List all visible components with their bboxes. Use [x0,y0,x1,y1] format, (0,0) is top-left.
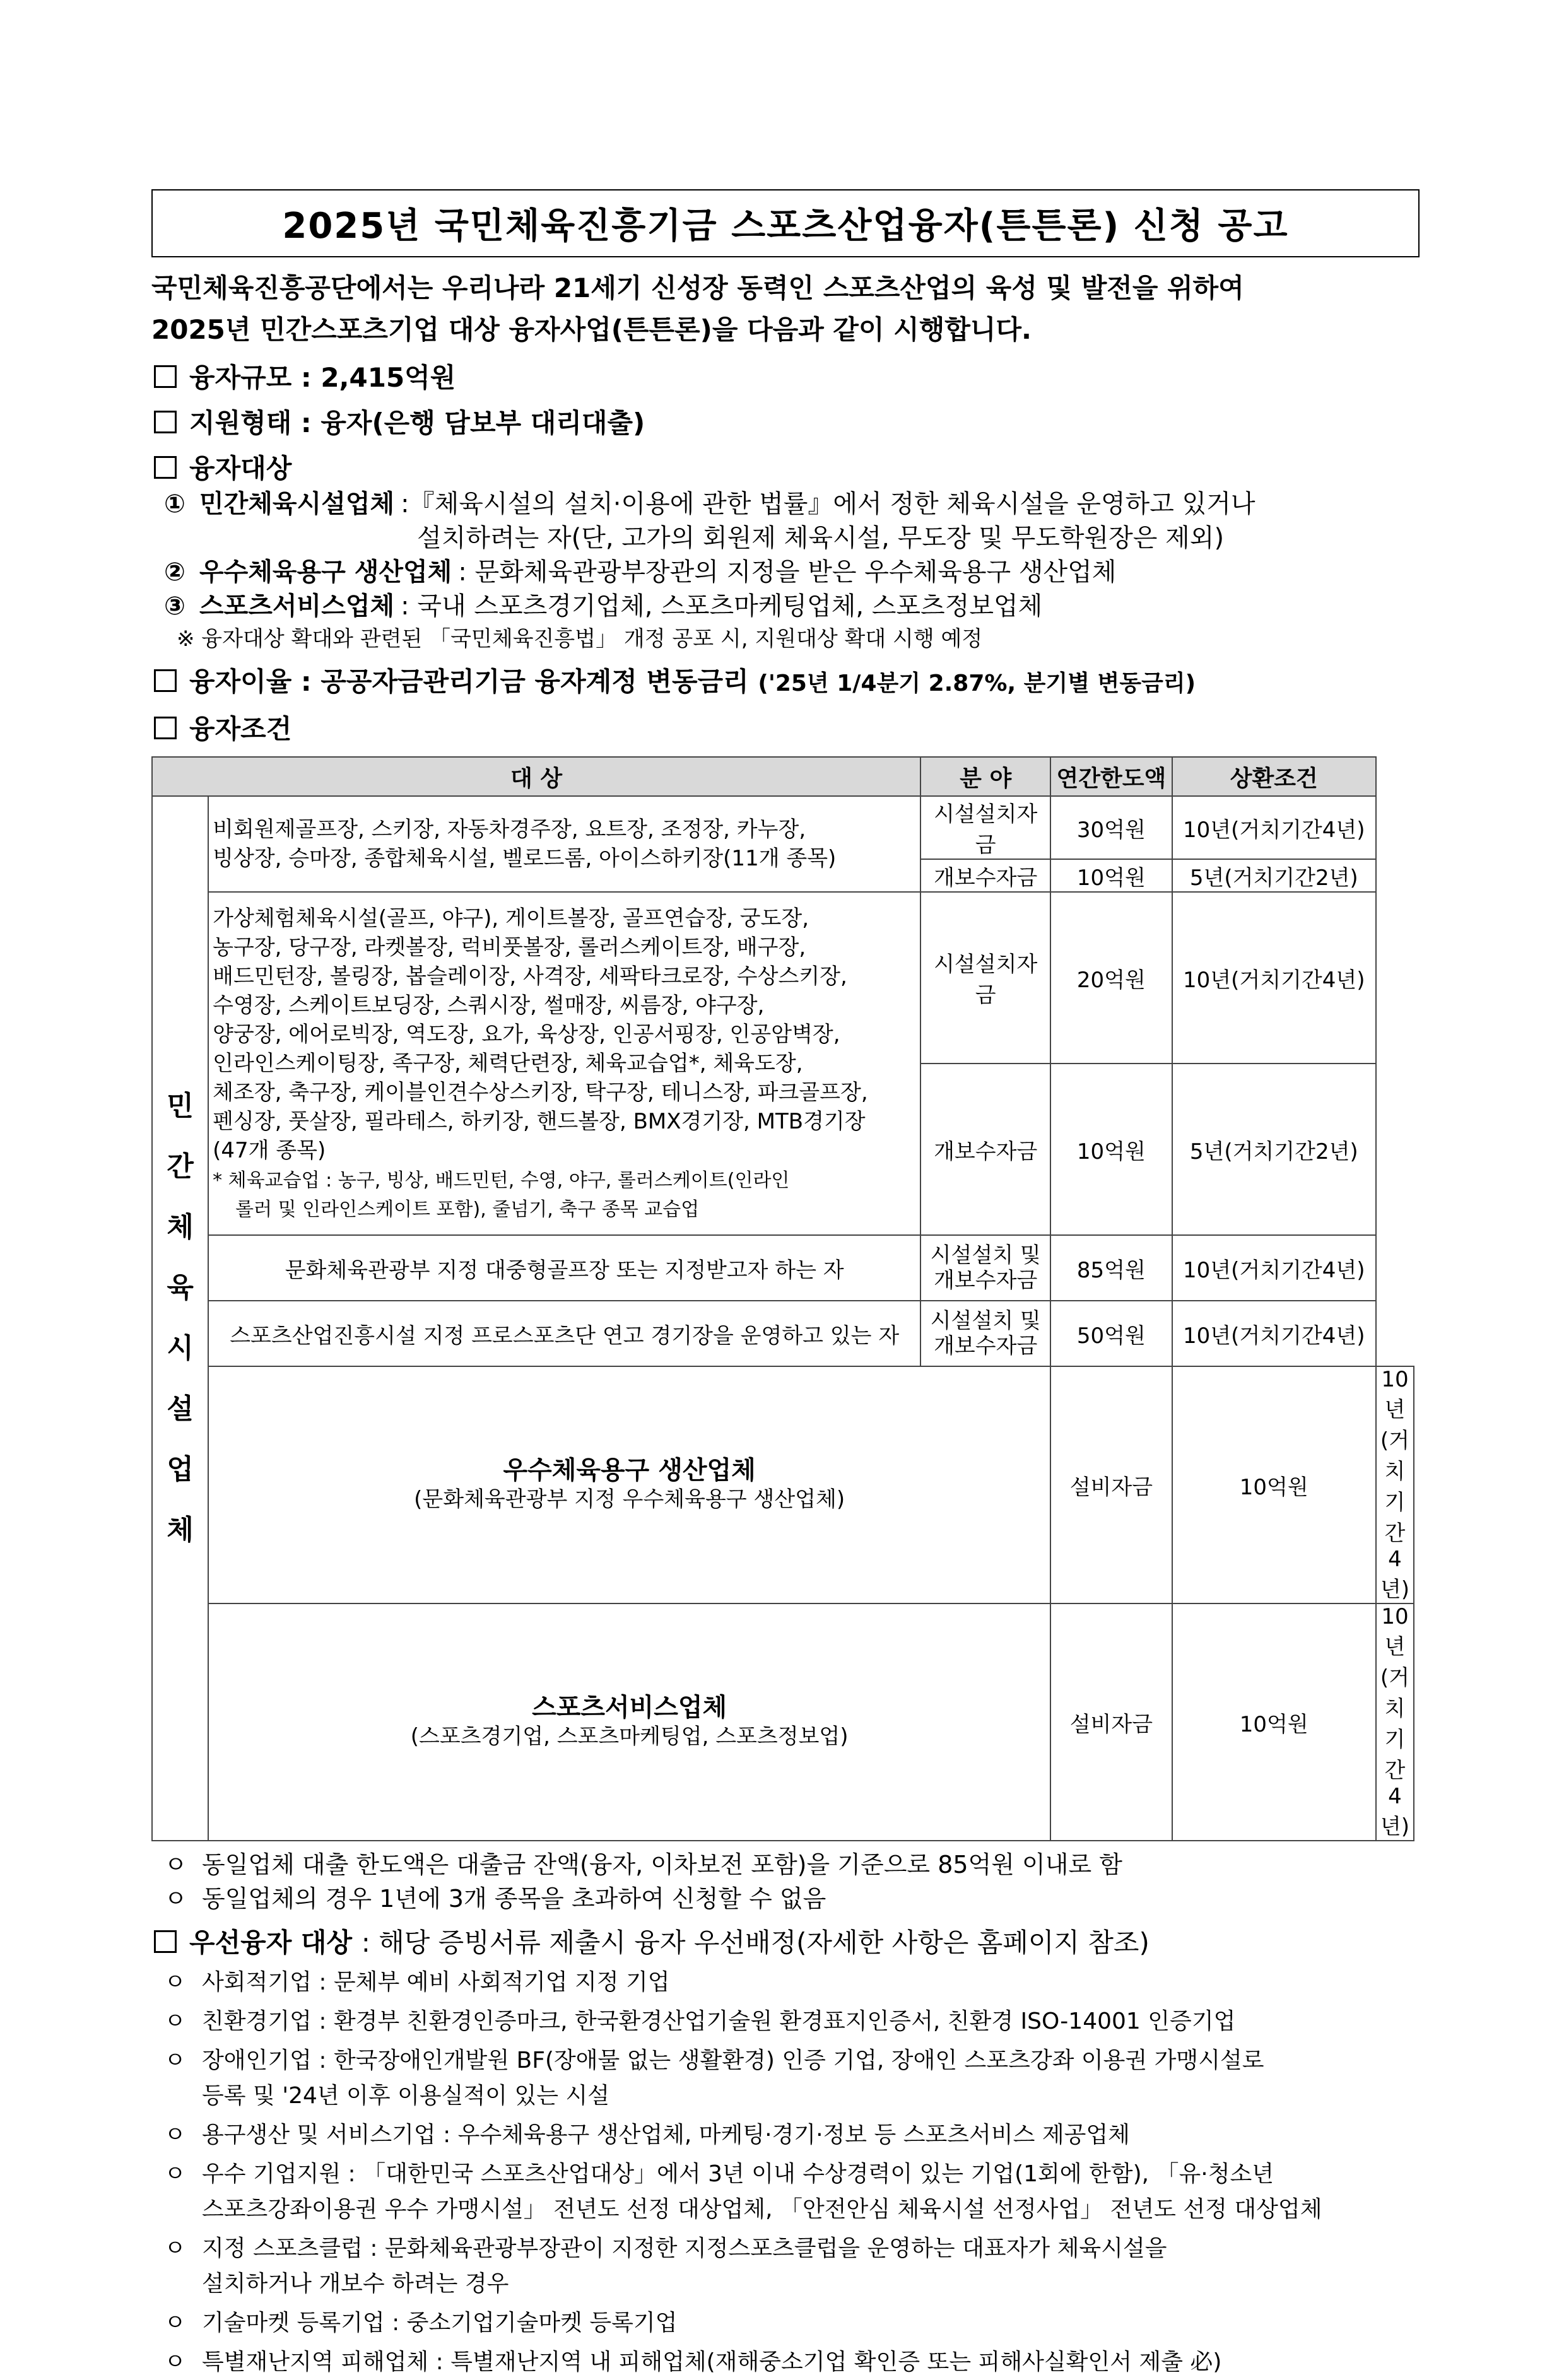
checkbox-square-icon [154,1930,177,1953]
limit-cell: 50억원 [1050,1301,1172,1366]
target-number: ③ [164,592,185,621]
facility-cell: 문화체육관광부 지정 대중형골프장 또는 지정받고자 하는 자 [208,1235,920,1301]
section-conditions [151,711,1420,747]
conditions-table [151,756,1414,1841]
note-text: 동일업체의 경우 1년에 3개 종목을 초과하여 신청할 수 없음 [202,1885,826,1913]
target-text: : 문화체육관광부장관의 지정을 받은 우수체육용구 생산업체 [458,558,1117,587]
priority-item [164,2118,1420,2153]
repay-cell: 10년(거치기간4년) [1172,796,1376,859]
checkbox-square-icon [154,365,177,388]
target-item-3 [164,589,1420,623]
priority-item [164,1965,1420,2000]
equipment-maker-cell [208,1366,1050,1603]
side-char: 시 [167,1332,194,1364]
field-cell: 시설설치자금 [920,892,1050,1064]
bullet-symbol: ㅇ [164,1885,187,1913]
facility-line: (47개 종목) [213,1138,326,1163]
bullet-symbol: ㅇ [164,2161,186,2187]
section-interest [151,664,1420,702]
priority-item [164,2004,1420,2039]
target-text [401,487,1255,555]
limit-cell: 10억원 [1172,1603,1376,1841]
table-row [152,796,1414,859]
table-row [152,1366,1414,1603]
priority-line: 등록 및 '24년 이후 이용실적이 있는 시설 [202,2083,610,2109]
limit-cell: 85억원 [1050,1235,1172,1301]
facility-line: 농구장, 당구장, 라켓볼장, 럭비풋볼장, 롤러스케이트장, 배구장, [213,935,806,960]
repay-cell: 5년(거치기간2년) [1172,1064,1376,1235]
target-heading: 융자대상 [189,453,292,484]
bullet-symbol: ㅇ [164,2349,186,2375]
side-char: 민 [167,1090,194,1122]
target-text-line: :『체육시설의 설치·이용에 관한 법률』에서 정한 체육시설을 운영하고 있거나 [401,489,1255,519]
facility-line: 비회원제골프장, 스키장, 자동차경주장, 요트장, 조정장, 카누장, [213,817,806,842]
target-label: 우수체육용구 생산업체 [199,558,452,587]
bullet-symbol: ㅇ [164,2048,186,2073]
table-row [152,892,1414,1064]
section-priority [151,1925,1420,1961]
priority-line: 스포츠강좌이용권 우수 가맹시설」 전년도 선정 대상업체, 「안전안심 체육시설 선정사업」 전년도 선정 대상업체 [202,2196,1322,2222]
repay-cell: 10년(거치기간4년) [1376,1603,1414,1841]
field-cell: 시설설치자금 [920,796,1050,859]
field-cell [920,1235,1050,1301]
notes-list [151,1848,1420,1916]
facility-list-cell [208,796,920,892]
interest-label: 융자이율 : 공공자금관리기금 융자계정 변동금리 [189,666,749,697]
side-char: 체 [167,1211,194,1243]
limit-cell: 10억원 [1172,1366,1376,1603]
note-item [164,1882,1420,1916]
target-item-2 [164,555,1420,589]
priority-item-text: 용구생산 및 서비스기업 : 우수체육용구 생산업체, 마케팅·경기·정보 등 스포츠서비스 제공업체 [202,2122,1130,2148]
equipment-maker-sub: (문화체육관광부 지정 우수체육용구 생산업체) [414,1487,845,1512]
side-char: 설 [167,1393,194,1425]
facility-line: 빙상장, 승마장, 종합체육시설, 벨로드롬, 아이스하키장(11개 종목) [213,846,837,871]
facility-footnote: 롤러 및 인라인스케이트 포함), 줄넘기, 축구 종목 교습업 [235,1199,700,1221]
priority-item [164,2157,1420,2227]
target-note: ※ 융자대상 확대와 관련된 「국민체육진흥법」 개정 공포 시, 지원대상 확대 시행 예정 [177,626,983,652]
priority-item-text: 사회적기업 : 문체부 예비 사회적기업 지정 기업 [202,1969,670,1995]
notice-title-box [151,189,1420,257]
field-line: 시설설치 및 [930,1308,1041,1334]
table-row [152,1603,1414,1841]
note-text: 동일업체 대출 한도액은 대출금 잔액(융자, 이차보전 포함)을 기준으로 85억원 이내로 함 [202,1851,1122,1879]
priority-text: : 해당 증빙서류 제출시 융자 우선배정(자세한 사항은 홈페이지 참조) [361,1927,1149,1958]
field-line: 개보수자금 [934,1268,1038,1293]
target-item-1 [164,487,1420,555]
header-target: 대 상 [152,757,920,796]
repay-cell: 5년(거치기간2년) [1172,859,1376,892]
repay-cell: 10년(거치기간4년) [1172,892,1376,1064]
priority-item-text: 특별재난지역 피해업체 : 특별재난지역 내 피해업체(재해중소기업 확인증 또는 피해사실확인서 제출 必) [202,2349,1222,2375]
facility-cell: 스포츠산업진흥시설 지정 프로스포츠단 연고 경기장을 운영하고 있는 자 [208,1301,920,1366]
intro-line: 국민체육진흥공단에서는 우리나라 21세기 신성장 동력인 스포츠산업의 육성 및 발전을 위하여 [151,273,1244,303]
target-text: : 국내 스포츠경기업체, 스포츠마케팅업체, 스포츠정보업체 [401,592,1043,621]
facility-footnote: * 체육교습업 : 농구, 빙상, 배드민턴, 수영, 야구, 롤러스케이트(인라인 [213,1169,790,1192]
priority-line: 우수 기업지원 : 「대한민국 스포츠산업대상」에서 3년 이내 수상경력이 있는 기업(1회에 한함), 「유·청소년 [202,2161,1274,2187]
side-char: 업 [167,1453,194,1486]
side-char: 간 [167,1151,194,1183]
side-char: 육 [167,1272,194,1304]
checkbox-square-icon [154,411,177,433]
facility-line: 배드민턴장, 볼링장, 봅슬레이장, 사격장, 세팍타크로장, 수상스키장, [213,964,847,989]
facility-line: 체조장, 축구장, 케이블인견수상스키장, 탁구장, 테니스장, 파크골프장, [213,1080,868,1105]
target-number: ② [164,558,185,587]
field-line: 개보수자금 [934,1334,1038,1359]
intro-paragraph [151,267,1420,351]
note-item [164,1848,1420,1882]
repay-cell: 10년(거치기간4년) [1172,1235,1376,1301]
section-support-type [151,405,1420,442]
limit-cell: 10억원 [1050,859,1172,892]
priority-list [151,1965,1420,2380]
priority-item-text: 친환경기업 : 환경부 친환경인증마크, 한국환경산업기술원 환경표지인증서, 친환경 ISO-14001 인증기업 [202,2008,1236,2034]
bullet-symbol: ㅇ [164,1851,187,1879]
bullet-symbol: ㅇ [164,2122,186,2148]
priority-item-text [202,2231,1167,2302]
conditions-heading: 융자조건 [189,713,292,744]
intro-line: 2025년 민간스포츠기업 대상 융자사업(튼튼론)을 다음과 같이 시행합니다. [151,314,1032,345]
repay-cell: 10년(거치기간4년) [1376,1366,1414,1603]
bullet-symbol: ㅇ [164,2236,186,2261]
facility-line: 펜싱장, 풋살장, 필라테스, 하키장, 핸드볼장, BMX경기장, MTB경기장 [213,1109,866,1134]
limit-cell: 20억원 [1050,892,1172,1064]
limit-cell: 30억원 [1050,796,1172,859]
side-char: 체 [167,1514,194,1546]
sports-service-title: 스포츠서비스업체 [532,1693,727,1722]
interest-detail: ('25년 1/4분기 2.87%, 분기별 변동금리) [758,671,1196,696]
facility-line: 양궁장, 에어로빅장, 역도장, 요가, 육상장, 인공서핑장, 인공암벽장, [213,1022,840,1047]
bullet-symbol: ㅇ [164,2310,186,2336]
checkbox-square-icon [154,456,177,479]
facility-list-cell [208,892,920,1235]
limit-cell: 10억원 [1050,1064,1172,1235]
priority-line: 장애인기업 : 한국장애인개발원 BF(장애물 없는 생활환경) 인증 기업, 장애인 스포츠강좌 이용권 가맹시설로 [202,2048,1264,2073]
header-limit: 연간한도액 [1050,757,1172,796]
priority-item-text: 기술마켓 등록기업 : 중소기업기술마켓 등록기업 [202,2310,678,2336]
target-label: 스포츠서비스업체 [199,592,395,621]
priority-item-text [202,2043,1264,2114]
field-cell: 개보수자금 [920,859,1050,892]
table-header-row [152,757,1414,796]
facility-line: 인라인스케이팅장, 족구장, 체력단련장, 체육교습업*, 체육도장, [213,1051,803,1076]
table-row [152,1301,1414,1366]
scale-text: 융자규모 : 2,415억원 [189,362,456,393]
section-target [151,450,1420,487]
target-number: ① [164,489,185,519]
repay-cell: 10년(거치기간4년) [1172,1301,1376,1366]
priority-item [164,2043,1420,2114]
notice-title: 2025년 국민체육진흥기금 스포츠산업융자(튼튼론) 신청 공고 [282,206,1289,247]
field-cell: 설비자금 [1050,1603,1172,1841]
bullet-symbol: ㅇ [164,2008,186,2034]
field-cell [920,1301,1050,1366]
bullet-symbol: ㅇ [164,1969,186,1995]
notice-page [151,189,1420,2380]
section-scale [151,360,1420,396]
sports-service-cell [208,1603,1050,1841]
target-text-line: 설치하려는 자(단, 고가의 회원제 체육시설, 무도장 및 무도학원장은 제외) [417,524,1225,553]
table-row [152,1235,1414,1301]
priority-line: 설치하거나 개보수 하려는 경우 [202,2271,509,2297]
equipment-maker-title: 우수체육용구 생산업체 [503,1456,756,1485]
facility-line: 수영장, 스케이트보딩장, 스쿼시장, 썰매장, 씨름장, 야구장, [213,993,765,1018]
priority-label: 우선융자 대상 [189,1927,353,1958]
sports-service-sub: (스포츠경기업, 스포츠마케팅업, 스포츠정보업) [410,1724,849,1749]
support-type-text: 지원형태 : 융자(은행 담보부 대리대출) [189,407,645,438]
priority-item [164,2306,1420,2341]
target-label: 민간체육시설업체 [199,489,395,519]
side-label-cell [152,796,208,1841]
priority-item [164,2345,1420,2380]
field-cell: 설비자금 [1050,1366,1172,1603]
header-repay: 상환조건 [1172,757,1376,796]
facility-line: 가상체험체육시설(골프, 야구), 게이트볼장, 골프연습장, 궁도장, [213,906,809,931]
checkbox-square-icon [154,717,177,739]
header-field: 분 야 [920,757,1050,796]
priority-line: 지정 스포츠클럽 : 문화체육관광부장관이 지정한 지정스포츠클럽을 운영하는 대표자가 체육시설을 [202,2236,1167,2261]
field-cell: 개보수자금 [920,1064,1050,1235]
priority-item-text [202,2157,1322,2227]
checkbox-square-icon [154,669,177,692]
priority-item [164,2231,1420,2302]
field-line: 시설설치 및 [930,1243,1041,1268]
